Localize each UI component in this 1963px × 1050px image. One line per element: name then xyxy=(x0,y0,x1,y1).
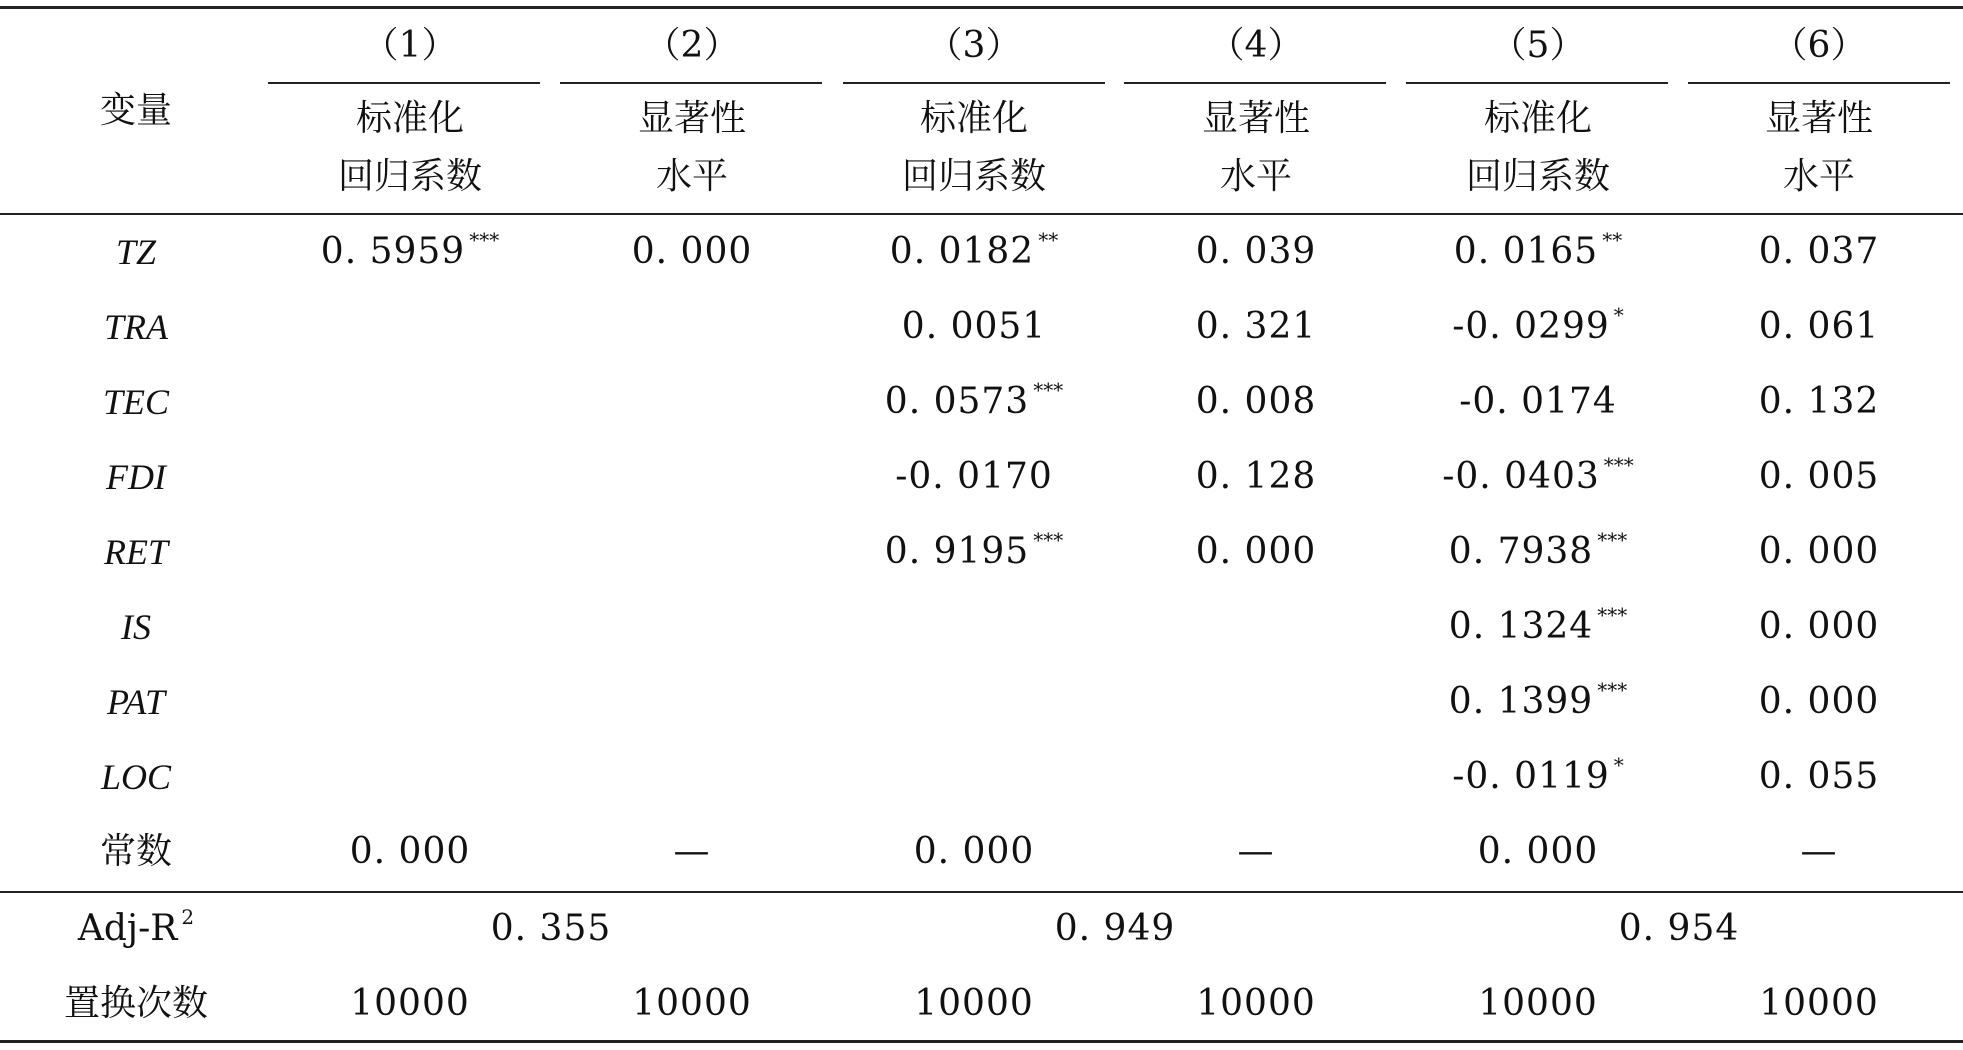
table-cell: 0. 0573 *** xyxy=(884,378,1064,422)
column-group-line xyxy=(843,82,1105,84)
table-cell: 0. 039 xyxy=(1195,231,1317,272)
significance-stars: *** xyxy=(1033,528,1064,552)
table-cell: 0. 000 xyxy=(349,831,471,872)
column-subheader: 标准化 回归系数 xyxy=(1465,98,1611,197)
table-cell: 0. 000 xyxy=(1758,606,1880,647)
adj-r2-value: 0. 949 xyxy=(1054,908,1176,949)
table-top-rule xyxy=(0,6,1963,9)
table-cell: — xyxy=(1237,831,1275,872)
table-cell: -0. 0174 xyxy=(1459,381,1617,422)
row-label: LOC xyxy=(100,757,172,797)
table-cell: 0. 000 xyxy=(1758,531,1880,572)
table-cell: 0. 1399 *** xyxy=(1448,678,1628,722)
significance-stars: ** xyxy=(1602,228,1623,252)
permutations-value: 10000 xyxy=(350,983,470,1024)
significance-stars: * xyxy=(1613,753,1624,777)
table-cell: 0. 0165 ** xyxy=(1453,228,1623,272)
significance-stars: *** xyxy=(1597,678,1628,702)
column-group-line xyxy=(1406,82,1668,84)
table-cell: 0. 0182 ** xyxy=(889,228,1059,272)
table-header-rule xyxy=(0,213,1963,215)
table-cell: 0. 321 xyxy=(1195,306,1317,347)
table-cell: -0. 0119 * xyxy=(1452,753,1624,797)
significance-stars: ** xyxy=(1038,228,1059,252)
row-header: 变量 xyxy=(99,90,173,131)
table-cell: 0. 005 xyxy=(1758,456,1880,497)
column-number: （3） xyxy=(926,25,1022,66)
column-number: （6） xyxy=(1771,25,1867,66)
row-label: TEC xyxy=(102,382,170,422)
table-cell: 0. 132 xyxy=(1758,381,1880,422)
table-cell: 0. 055 xyxy=(1758,756,1880,797)
table-bottom-rule xyxy=(0,1040,1963,1043)
table-cell: -0. 0299 * xyxy=(1452,303,1624,347)
column-group-line xyxy=(560,82,822,84)
permutations-label: 置换次数 xyxy=(63,983,209,1024)
table-middle-rule xyxy=(0,891,1963,893)
table-cell: 0. 000 xyxy=(1195,531,1317,572)
superscript-two: 2 xyxy=(181,905,195,929)
table-cell: 0. 128 xyxy=(1195,456,1317,497)
row-label: TZ xyxy=(115,232,157,272)
table-cell: 0. 008 xyxy=(1195,381,1317,422)
adj-r2-label: Adj-R $^2$ xyxy=(77,905,195,949)
row-label: RET xyxy=(103,532,169,572)
column-group-line xyxy=(1124,82,1386,84)
row-label: 常数 xyxy=(99,831,173,872)
permutations-value: 10000 xyxy=(1196,983,1316,1024)
column-group-line xyxy=(268,82,540,84)
table-cell: 0. 061 xyxy=(1758,306,1880,347)
row-label: PAT xyxy=(106,682,166,722)
table-cell: -0. 0403 *** xyxy=(1442,453,1634,497)
column-number: （1） xyxy=(362,25,458,66)
table-cell: 0. 9195 *** xyxy=(884,528,1064,572)
table-cell: — xyxy=(1800,831,1838,872)
column-group-line xyxy=(1688,82,1950,84)
adj-r2-value: 0. 355 xyxy=(490,908,612,949)
significance-stars: *** xyxy=(469,228,500,252)
row-label: IS xyxy=(121,607,151,647)
significance-stars: * xyxy=(1613,303,1624,327)
table-cell: — xyxy=(673,831,711,872)
permutations-value: 10000 xyxy=(1759,983,1879,1024)
significance-stars: *** xyxy=(1597,603,1628,627)
table-cell: 0. 000 xyxy=(913,831,1035,872)
significance-stars: *** xyxy=(1597,528,1628,552)
table-cell: 0. 0051 xyxy=(901,306,1047,347)
permutations-value: 10000 xyxy=(632,983,752,1024)
table-cell: 0. 000 xyxy=(631,231,753,272)
table-cell: 0. 1324 *** xyxy=(1448,603,1628,647)
table-cell: 0. 037 xyxy=(1758,231,1880,272)
column-subheader: 显著性 水平 xyxy=(1764,98,1874,197)
column-subheader: 显著性 水平 xyxy=(1201,98,1311,197)
adj-r2-value: 0. 954 xyxy=(1618,908,1740,949)
row-label: FDI xyxy=(106,457,166,497)
significance-stars: *** xyxy=(1033,378,1064,402)
column-number: （2） xyxy=(644,25,740,66)
column-subheader: 标准化 回归系数 xyxy=(901,98,1047,197)
table-cell: -0. 0170 xyxy=(895,456,1053,497)
table-cell: 0. 5959 *** xyxy=(320,228,500,272)
permutations-value: 10000 xyxy=(914,983,1034,1024)
column-number: （5） xyxy=(1490,25,1586,66)
row-label: TRA xyxy=(103,307,169,347)
column-subheader: 显著性 水平 xyxy=(637,98,747,197)
table-cell: 0. 000 xyxy=(1477,831,1599,872)
permutations-value: 10000 xyxy=(1478,983,1598,1024)
table-cell: 0. 000 xyxy=(1758,681,1880,722)
column-subheader: 标准化 回归系数 xyxy=(337,98,483,197)
table-cell: 0. 7938 *** xyxy=(1448,528,1628,572)
column-number: （4） xyxy=(1208,25,1304,66)
significance-stars: *** xyxy=(1603,453,1634,477)
